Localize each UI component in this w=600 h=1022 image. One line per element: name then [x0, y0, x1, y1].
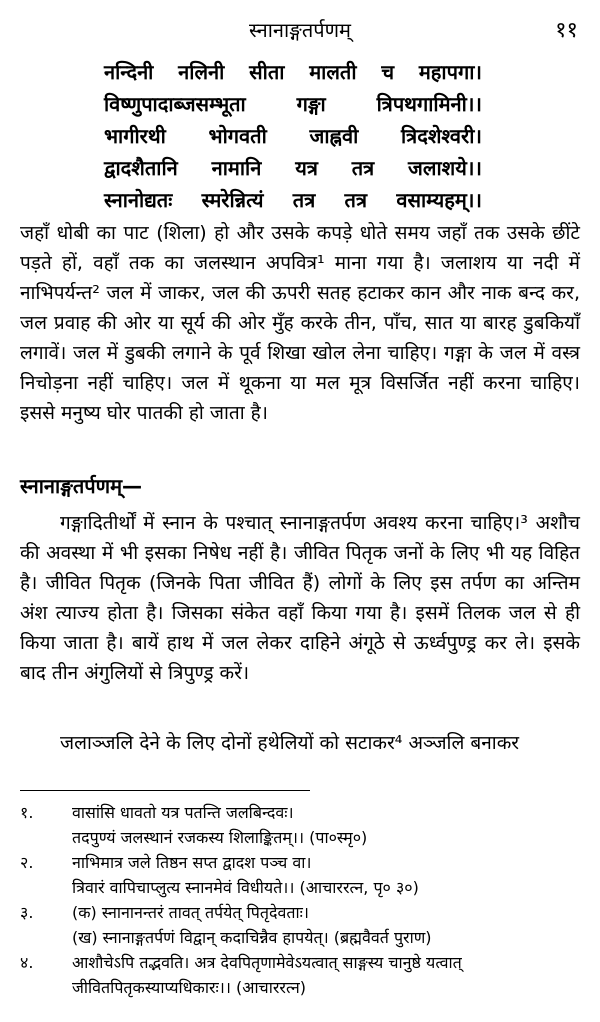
footnote-line: आशौचेऽपि तद्भवति। अत्र देवपितृणामेवेऽयत्वात् साङ्गस्य चानुष्ठे यत्वात्: [72, 953, 462, 972]
verse-line: भागीरथी भोगवती जाह्नवी त्रिदशेश्वरी।: [104, 124, 482, 148]
footnote: [20, 850, 580, 900]
body-paragraph: जहाँ धोबी का पाट (शिला) हो और उसके कपड़े धोते समय जहाँ तक उसके छींटे पड़ते हों, वहाँ तक का जलस्थान अपवित्र¹ माना गया है। जलाशय या नदी में नाभिपर्यन्त² जल में जाकर, जल की ऊपरी सतह हटाकर कान और नाक बन्द कर, जल प्रवाह की ओर या सूर्य की ओर मुँह करके तीन, पाँच, सात या बारह डुबकियाँ लगावें। जल में डुबकी लगाने के पूर्व शिखा खोल लेना चाहिए। गङ्गा के जल में वस्त्र निचोड़ना नहीं चाहिए। जल में थूकना या मल मूत्र विसर्जित नहीं करना चाहिए। इससे मनुष्य घोर पातकी हो जाता है।: [20, 222, 581, 424]
verse-line: द्वादशैतानि नामानि यत्र तत्र जलाशये।।: [104, 156, 482, 180]
footnote-line: (क) स्नानानन्तरं तावत् तर्पयेत् पितृदेवताः।: [72, 903, 309, 922]
footnote: [20, 950, 580, 1000]
footnote-number: ४.: [20, 953, 34, 972]
body-paragraph: गङ्गादितीर्थों में स्नान के पश्चात् स्नानाङ्गतर्पण अवश्य करना चाहिए।³ अशौच की अवस्था में भी इसका निषेध नहीं है। जीवित पितृक जनों के लिए भी यह विहित है। जीवित पितृक (जिनके पिता जीवित हैं) लोगों के लिए इस तर्पण का अन्तिम अंश त्याज्य होता है। जिसका संकेत वहाँ किया गया है। इसमें तिलक जल से ही किया जाता है। बायें हाथ में जल लेकर दाहिने अंगूठे से ऊर्ध्वपुण्ड्र कर ले। इसके बाद तीन अंगुलियों से त्रिपुण्ड्र करें।: [20, 512, 580, 684]
footnote-line: (ख) स्नानाङ्गतर्पणं विद्वान् कदाचिन्नैव हापयेत्। (ब्रह्मवैवर्त पुराण): [72, 928, 432, 947]
footnote-line: वासांसि धावतो यत्र पतन्ति जलबिन्दवः।: [72, 803, 294, 822]
footnote-line: नाभिमात्र जले तिष्ठन सप्त द्वादश पञ्च वा।: [72, 853, 312, 872]
footnote-number: ३.: [20, 903, 34, 922]
footnote-divider: [20, 790, 310, 791]
footnote: [20, 900, 580, 950]
verse-line: नन्दिनी नलिनी सीता मालती च महापगा।: [104, 60, 482, 84]
page-header: [0, 14, 600, 46]
section-heading: स्नानाङ्गतर्पणम्—: [20, 474, 143, 498]
footnote-line: त्रिवारं वापिचाप्लुत्य स्नानमेवं विधीयते।। (आचाररत्न, पृ० ३०): [72, 878, 419, 897]
footnotes: [20, 800, 580, 1000]
running-title: स्नानाङ्गतर्पणम्: [248, 18, 352, 42]
verse-line: स्नानोद्यतः स्मरेन्नित्यं तत्र तत्र वसाम्यहम्।।: [104, 188, 482, 212]
page-number: ११: [555, 18, 578, 43]
footnote-line: जीवितपितृकस्याप्यधिकारः।। (आचाररत्न): [72, 978, 306, 997]
verse-line: विष्णुपादाब्जसम्भूता गङ्गा त्रिपथगामिनी।।: [104, 92, 482, 116]
body-paragraph: जलाञ्जलि देने के लिए दोनों हथेलियों को सटाकर⁴ अञ्जलि बनाकर: [60, 732, 520, 754]
footnote-number: १.: [20, 803, 34, 822]
footnote-line: तदपुण्यं जलस्थानं रजकस्य शिलाङ्कितम्।। (पा०स्मृ०): [72, 828, 368, 847]
footnote-number: २.: [20, 853, 34, 872]
footnote: [20, 800, 580, 850]
sanskrit-verses: [104, 56, 482, 216]
